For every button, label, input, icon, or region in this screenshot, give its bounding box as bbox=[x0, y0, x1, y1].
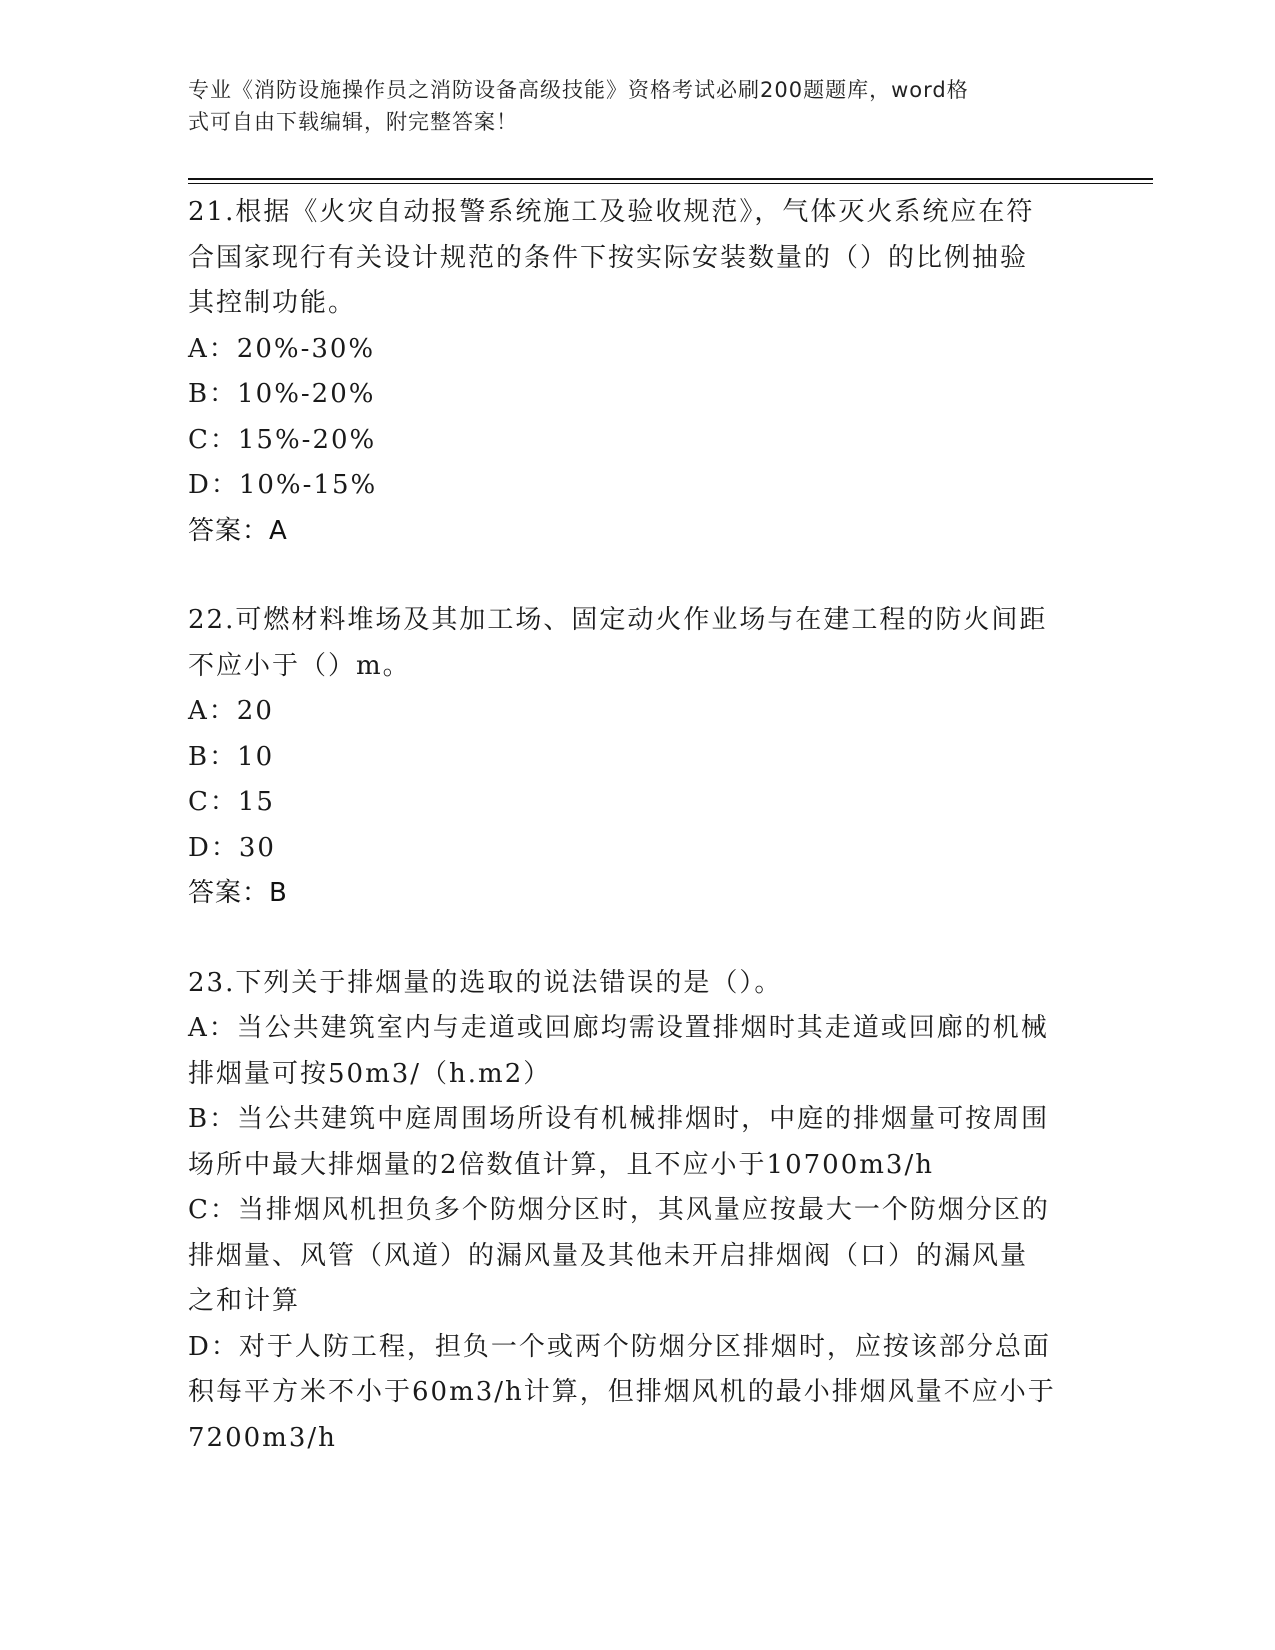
header-note-line-1: 专业《消防设施操作员之消防设备高级技能》资格考试必刷200题题库，word格 bbox=[188, 78, 969, 102]
answer-option: 排烟量可按50m3/（h.m2） bbox=[188, 1058, 552, 1089]
header-divider-thick bbox=[188, 178, 1153, 180]
question-1 bbox=[188, 190, 1088, 554]
answer-option: D：30 bbox=[188, 832, 276, 863]
correct-answer: 答案：B bbox=[188, 878, 288, 908]
answer-option: 积每平方米不小于60m3/h计算，但排烟风机的最小排烟风量不应小于 bbox=[188, 1377, 1056, 1407]
question-list bbox=[188, 190, 1088, 1461]
answer-option: C：当排烟风机担负多个防烟分区时，其风量应按最大一个防烟分区的 bbox=[188, 1195, 1050, 1225]
answer-option: 场所中最大排烟量的2倍数值计算，且不应小于10700m3/h bbox=[188, 1149, 934, 1180]
header-divider-thin bbox=[188, 183, 1153, 184]
answer-option: B：10%-20% bbox=[188, 379, 376, 409]
answer-option: A：当公共建筑室内与走道或回廊均需设置排烟时其走道或回廊的机械 bbox=[188, 1013, 1049, 1043]
answer-option: B：10 bbox=[188, 741, 275, 772]
question-stem-line: 22.可燃材料堆场及其加工场、固定动火作业场与在建工程的防火间距 bbox=[188, 605, 1048, 635]
question-stem-line: 其控制功能。 bbox=[188, 288, 357, 318]
answer-option: C：15 bbox=[188, 787, 275, 817]
question-2 bbox=[188, 598, 1088, 917]
question-stem-line: 21.根据《火灾自动报警系统施工及验收规范》，气体灭火系统应在符 bbox=[188, 197, 1035, 227]
question-3 bbox=[188, 961, 1088, 1462]
answer-option: A：20%-30% bbox=[188, 333, 376, 364]
question-stem-line: 23.下列关于排烟量的选取的说法错误的是（）。 bbox=[188, 967, 783, 998]
answer-option: 排烟量、风管（风道）的漏风量及其他未开启排烟阀（口）的漏风量 bbox=[188, 1240, 1029, 1271]
question-stem-line: 合国家现行有关设计规范的条件下按实际安装数量的（）的比例抽验 bbox=[188, 242, 1029, 273]
answer-option: 7200m3/h bbox=[188, 1422, 337, 1453]
answer-option: A：20 bbox=[188, 696, 274, 726]
answer-option: D：10%-15% bbox=[188, 470, 378, 500]
question-spacer bbox=[188, 917, 1088, 961]
question-stem-line: 不应小于（）m。 bbox=[188, 650, 411, 681]
answer-option: 之和计算 bbox=[188, 1286, 301, 1316]
question-spacer bbox=[188, 554, 1088, 598]
answer-option: D：对于人防工程，担负一个或两个防烟分区排烟时，应按该部分总面 bbox=[188, 1331, 1051, 1362]
answer-option: C：15%-20% bbox=[188, 424, 377, 455]
header-note-line-2: 式可自由下载编辑，附完整答案！ bbox=[188, 110, 518, 134]
answer-option: B：当公共建筑中庭周围场所设有机械排烟时，中庭的排烟量可按周围 bbox=[188, 1104, 1050, 1134]
header-note bbox=[188, 74, 1068, 138]
correct-answer: 答案：A bbox=[188, 515, 288, 546]
